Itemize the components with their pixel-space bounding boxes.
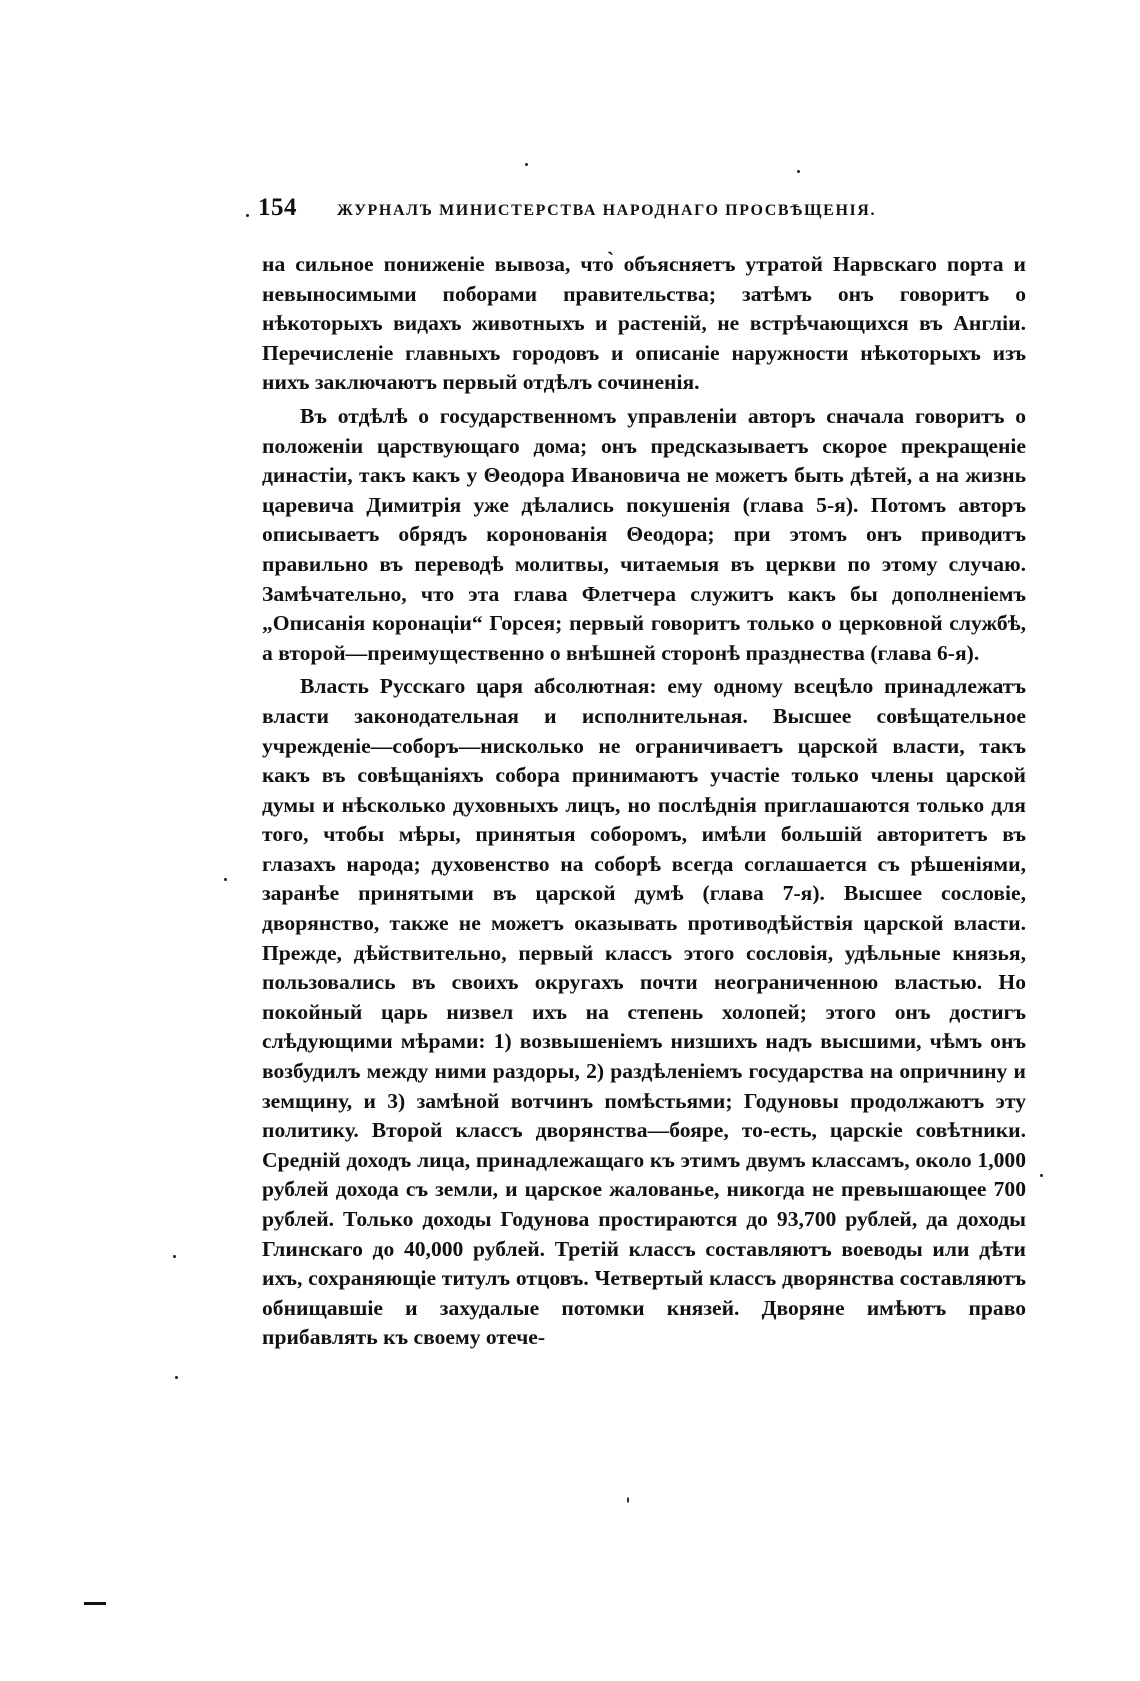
scan-dash-mark (84, 1602, 106, 1605)
page-number: 154 (258, 194, 297, 221)
scan-speck (224, 878, 227, 881)
scan-speck (525, 163, 528, 166)
body-text (262, 250, 1026, 1353)
scan-speck (175, 1376, 178, 1379)
scan-speck (246, 214, 249, 217)
scan-speck (627, 1497, 629, 1503)
scan-speck (1040, 1174, 1043, 1177)
paragraph-1: на сильное пониженіе вывоза, что̀ объясняетъ утратой Нарвскаго порта и невыносимыми поборами правительства; затѣмъ онъ говоритъ о нѣкоторыхъ видахъ животныхъ и растеній, не встрѣчающихся въ Англіи. Перечисленіе главныхъ городовъ и описаніе наружности нѣкоторыхъ изъ нихъ заключаютъ первый отдѣлъ сочиненія. (262, 252, 1026, 395)
journal-title: ЖУРНАЛЪ МИНИСТЕРСТВА НАРОДНАГО ПРОСВѢЩЕНІЯ. (337, 202, 877, 219)
running-head (258, 194, 1028, 230)
paragraph-2: Въ отдѣлѣ о государственномъ управленіи авторъ сначала говоритъ о положеніи царствующаго дома; онъ предсказываетъ скорое прекращеніе династіи, такъ какъ у Θеодора Ивановича не можетъ быть дѣтей, а на жизнь царевича Димитрія уже дѣлались покушенія (глава 5-я). Потомъ авторъ описываетъ обрядъ коронованія Θеодора; при этомъ онъ приводитъ правильно въ переводѣ молитвы, читаемыя въ церкви по этому случаю. Замѣчательно, что эта глава Флетчера служитъ какъ бы дополненіемъ „Описанія коронаціи“ Горсея; первый говоритъ только о церковной службѣ, а второй—преимущественно о внѣшней сторонѣ празднества (глава 6-я). (262, 403, 1026, 665)
paragraph-3: Власть Русскаго царя абсолютная: ему одному всецѣло принадлежатъ власти законодательная и исполнительная. Высшее совѣщательное учрежденіе—соборъ—нисколько не ограничиваетъ царской власти, такъ какъ въ совѣщаніяхъ собора принимаютъ участіе только члены царской думы и нѣсколько духовныхъ лицъ, но послѣднія приглашаются только для того, чтобы мѣры, принятыя соборомъ, имѣли большій авторитетъ въ глазахъ народа; духовенство на соборѣ всегда соглашается съ рѣшеніями, заранѣе принятыми въ царской думѣ (глава 7-я). Высшее сословіе, дворянство, также не можетъ оказывать противодѣйствія царской власти. Прежде, дѣйствительно, первый классъ этого сословія, удѣльные князья, пользовались въ своихъ округахъ почти неограниченною властью. Но покойный царь низвел ихъ на степень холопей; этого онъ достигъ слѣдующими мѣрами: 1) возвышеніемъ низшихъ надъ высшими, чѣмъ онъ возбудилъ между ними раздоры, 2) раздѣленіемъ государства на опричнину и земщину, и 3) замѣной вотчинъ помѣстьями; Годуновы продолжаютъ эту политику. Второй классъ дворянства—бояре, то-есть, царскіе совѣтники. Средній доходъ лица, принадлежащаго къ этимъ двумъ классамъ, около 1,000 рублей дохода съ земли, и царское жалованье, никогда не превышающее 700 рублей. Только доходы Годунова простираются до 93,700 рублей, да доходы Глинскаго до 40,000 рублей. Третій классъ составляютъ воеводы или дѣти ихъ, сохраняющіе титулъ отцовъ. Четвертый классъ дворянства составляютъ обнищавшіе и захудалые потомки князей. Дворяне имѣютъ право прибавлять къ своему отече- (262, 674, 1026, 1350)
scan-speck (173, 1255, 176, 1258)
scan-speck (797, 170, 800, 173)
